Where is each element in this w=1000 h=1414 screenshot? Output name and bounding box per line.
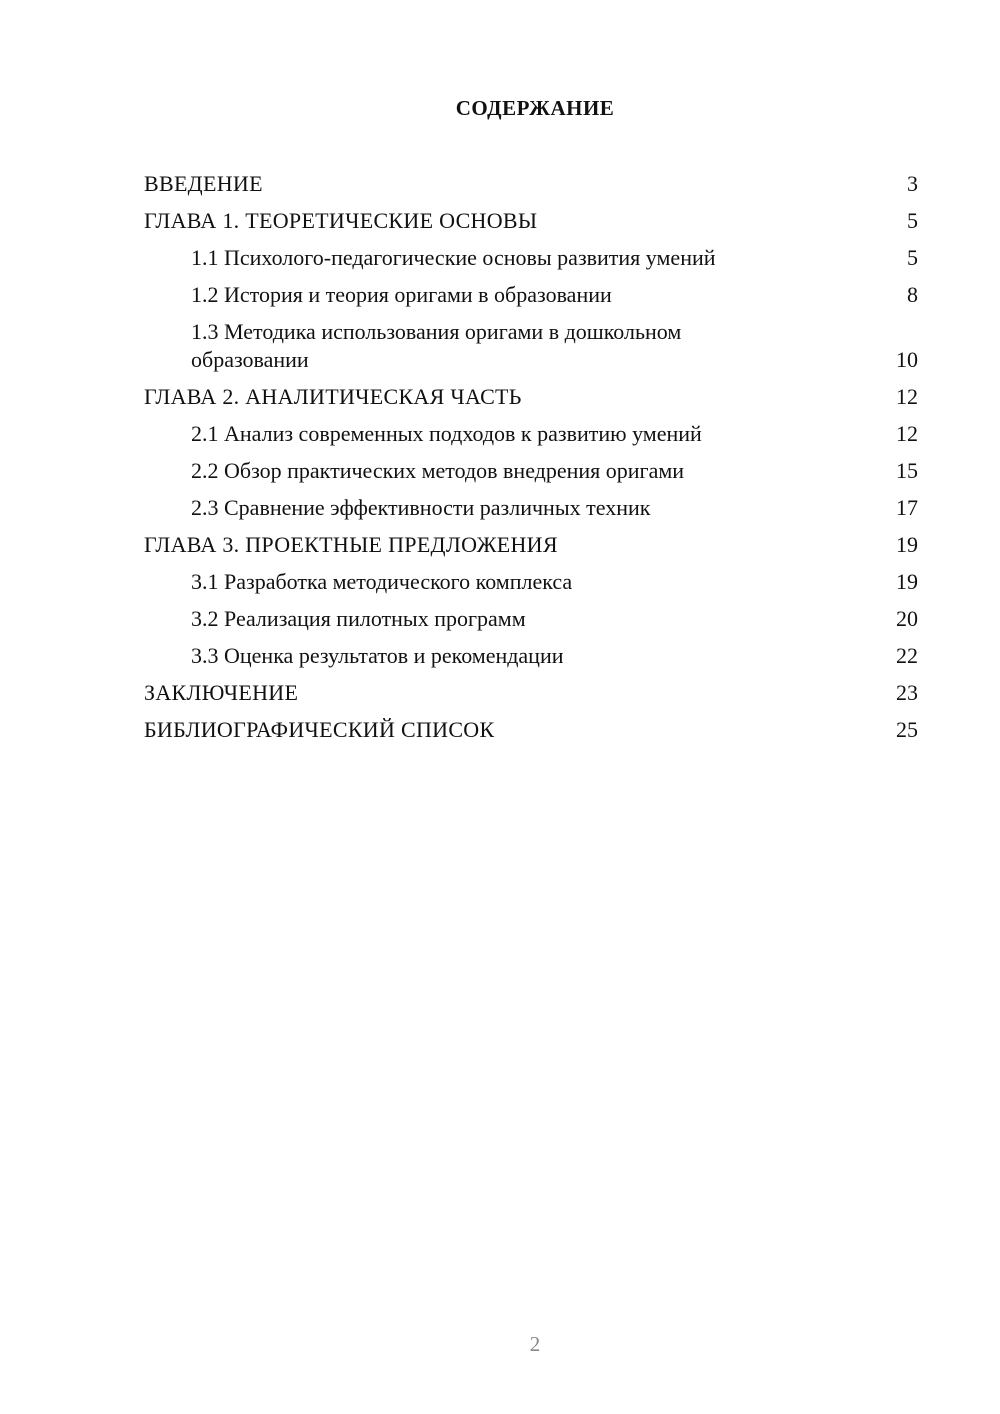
toc-entry-page: 5 — [907, 208, 918, 233]
toc-entry-conclusion[interactable] — [144, 679, 918, 707]
toc-entry-page: 12 — [896, 421, 918, 446]
toc-entry-section-3-1[interactable] — [144, 568, 918, 596]
toc-entry-page: 20 — [896, 606, 918, 631]
toc-entry-section-1-1[interactable] — [144, 244, 918, 272]
toc-entry-page: 8 — [907, 282, 918, 307]
toc-entry-label: 1.3 Методика использования оригами в дошкольном образовании — [191, 319, 682, 372]
toc-entry-label: 2.1 Анализ современных подходов к развитию умений — [191, 421, 702, 446]
toc-entry-label: 1.1 Психолого-педагогические основы развития умений — [191, 245, 716, 270]
page-title: СОДЕРЖАНИЕ — [455, 96, 615, 120]
toc-entry-section-3-2[interactable] — [144, 605, 918, 633]
toc-entry-chapter-2[interactable] — [144, 383, 918, 411]
toc-entry-page: 17 — [896, 495, 918, 520]
toc-entry-label: ГЛАВА 3. ПРОЕКТНЫЕ ПРЕДЛОЖЕНИЯ — [144, 532, 558, 557]
toc-entry-label: 3.1 Разработка методического комплекса — [191, 569, 573, 594]
toc-entry-section-3-3[interactable] — [144, 642, 918, 670]
toc-entry-label: ГЛАВА 2. АНАЛИТИЧЕСКАЯ ЧАСТЬ — [144, 384, 522, 409]
toc-entry-label: 2.3 Сравнение эффективности различных техник — [191, 495, 651, 520]
page-number: 2 — [529, 1332, 541, 1356]
toc-entry-chapter-3[interactable] — [144, 531, 918, 559]
toc-entry-label: ЗАКЛЮЧЕНИЕ — [144, 680, 299, 705]
toc-entry-label: БИБЛИОГРАФИЧЕСКИЙ СПИСОК — [144, 717, 495, 742]
toc-entry-page: 5 — [907, 245, 918, 270]
toc-entry-label: 3.2 Реализация пилотных программ — [191, 606, 526, 631]
toc-entry-label: 3.3 Оценка результатов и рекомендации — [191, 643, 564, 668]
toc-entry-label: ГЛАВА 1. ТЕОРЕТИЧЕСКИЕ ОСНОВЫ — [144, 208, 538, 233]
toc-entry-page: 3 — [907, 171, 918, 196]
toc-entry-section-2-2[interactable] — [144, 457, 918, 485]
toc-entry-page: 15 — [896, 458, 918, 483]
toc-entry-label: ВВЕДЕНИЕ — [144, 171, 263, 196]
toc-entry-page: 10 — [896, 347, 918, 372]
toc-entry-introduction[interactable] — [144, 170, 918, 198]
toc-entry-section-1-2[interactable] — [144, 281, 918, 309]
toc-entry-page: 25 — [896, 717, 918, 742]
toc-entry-section-2-3[interactable] — [144, 494, 918, 522]
toc-entry-chapter-1[interactable] — [144, 207, 918, 235]
table-of-contents — [144, 170, 918, 753]
toc-entry-label: 1.2 История и теория оригами в образовании — [191, 282, 612, 307]
toc-entry-bibliography[interactable] — [144, 716, 918, 744]
toc-entry-page: 19 — [896, 569, 918, 594]
toc-entry-section-2-1[interactable] — [144, 420, 918, 448]
toc-entry-page: 23 — [896, 680, 918, 705]
toc-entry-page: 22 — [896, 643, 918, 668]
toc-entry-section-1-3[interactable] — [144, 318, 918, 374]
toc-entry-label: 2.2 Обзор практических методов внедрения оригами — [191, 458, 685, 483]
toc-entry-page: 12 — [896, 384, 918, 409]
toc-entry-page: 19 — [896, 532, 918, 557]
